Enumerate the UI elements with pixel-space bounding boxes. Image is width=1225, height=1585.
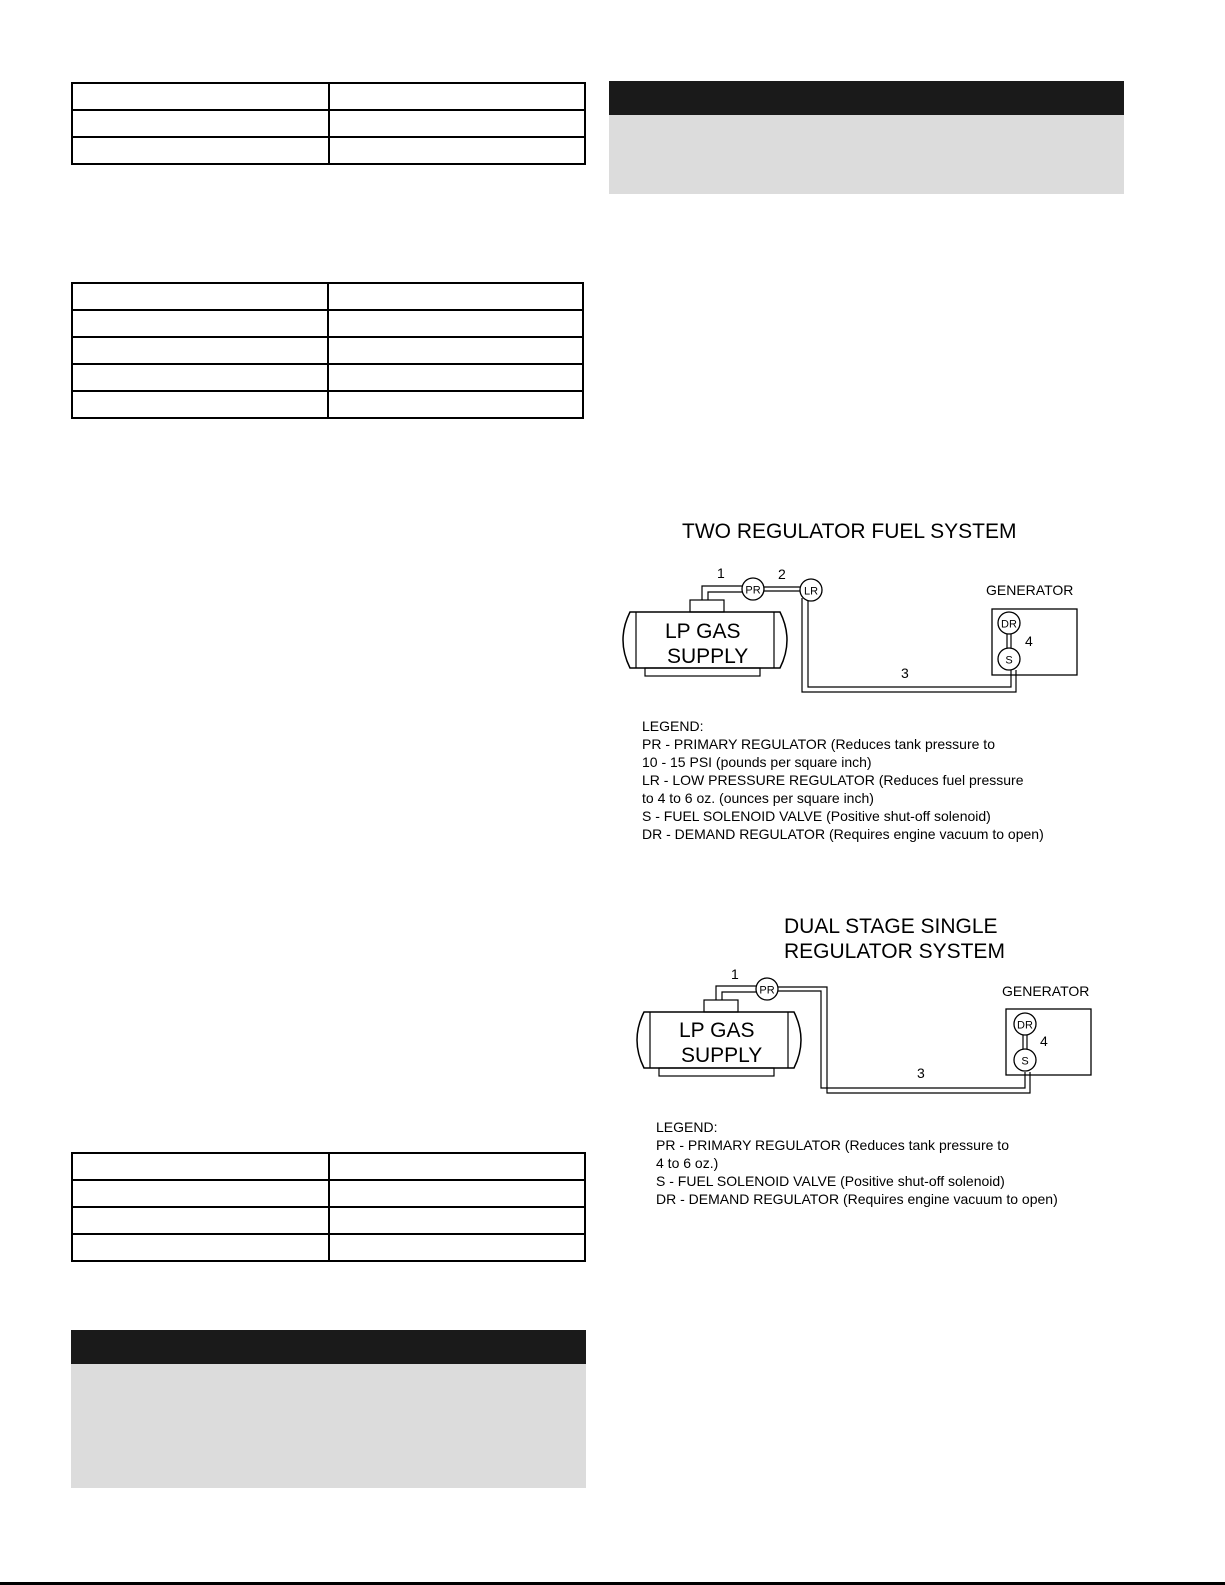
primary-regulator-label: PR	[759, 984, 775, 997]
table-row	[72, 110, 585, 137]
legend-line: PR - PRIMARY REGULATOR (Reduces tank pressure to	[656, 1137, 1009, 1153]
table-cell	[328, 310, 584, 337]
table-cell	[329, 1153, 586, 1180]
table-row	[72, 337, 583, 364]
demand-regulator-label: DR	[1001, 618, 1017, 631]
low-pressure-regulator-label: LR	[803, 585, 819, 598]
tank-label-line-2: SUPPLY	[681, 1044, 763, 1067]
table-cell	[72, 1153, 329, 1180]
legend	[656, 1119, 1058, 1207]
legend-line: 10 - 15 PSI (pounds per square inch)	[642, 754, 872, 770]
pipe-3-number: 3	[901, 665, 909, 681]
pipe-2	[764, 587, 800, 591]
notice-header-bar	[609, 81, 1124, 115]
pipe-1-number: 1	[717, 565, 725, 581]
table-row	[72, 364, 583, 391]
two-regulator-diagram	[623, 520, 1077, 842]
dual-stage-diagram	[637, 915, 1091, 1207]
table-3	[71, 1152, 586, 1262]
table-cell	[72, 310, 328, 337]
diagram-title: TWO REGULATOR FUEL SYSTEM	[682, 520, 1017, 543]
fuel-solenoid-valve-label: S	[1021, 1055, 1029, 1068]
table-row	[72, 137, 585, 164]
table-cell	[329, 1180, 586, 1207]
notice-box-top-right	[609, 81, 1124, 194]
table-cell	[328, 391, 584, 418]
table-cell	[72, 137, 329, 164]
tank-base	[659, 1068, 774, 1076]
tank-label-line-1: LP GAS	[679, 1019, 755, 1042]
generator-label: GENERATOR	[986, 582, 1074, 598]
diagram-title-line-2: REGULATOR SYSTEM	[784, 940, 1005, 963]
tank-base	[645, 668, 760, 676]
lp-gas-tank	[637, 1000, 801, 1076]
notice-header-bar	[71, 1330, 586, 1364]
table-cell	[72, 391, 328, 418]
fuel-solenoid-valve-label: S	[1005, 654, 1013, 667]
table-cell	[329, 110, 586, 137]
generator-number: 4	[1040, 1033, 1048, 1049]
table-cell	[72, 83, 329, 110]
table-cell	[329, 1207, 586, 1234]
legend-line: S - FUEL SOLENOID VALVE (Positive shut-off solenoid)	[656, 1173, 1005, 1189]
legend	[642, 718, 1044, 842]
regulator-link	[1007, 634, 1011, 648]
diagram-title-line-1: DUAL STAGE SINGLE	[784, 915, 998, 938]
legend-line: DR - DEMAND REGULATOR (Requires engine vacuum to open)	[656, 1191, 1058, 1207]
table-cell	[72, 283, 328, 310]
generator	[1002, 983, 1091, 1075]
table-cell	[329, 137, 586, 164]
pipe-1-number: 1	[731, 966, 739, 982]
notice-body	[71, 1364, 586, 1488]
pipe-3	[778, 987, 1030, 1093]
legend-line: LEGEND:	[656, 1119, 718, 1135]
demand-regulator-label: DR	[1017, 1019, 1033, 1032]
legend-line: 4 to 6 oz.)	[656, 1155, 719, 1171]
pipe-2-number: 2	[778, 566, 786, 582]
table-row	[72, 283, 583, 310]
table-cell	[72, 110, 329, 137]
table-cell	[328, 364, 584, 391]
table-cell	[328, 283, 584, 310]
notice-box-bottom-left	[71, 1330, 586, 1488]
table-row	[72, 310, 583, 337]
table-row	[72, 1180, 585, 1207]
legend-line: to 4 to 6 oz. (ounces per square inch)	[642, 790, 874, 806]
table-row	[72, 1153, 585, 1180]
tank-valve	[690, 600, 724, 612]
notice-body	[609, 115, 1124, 194]
pipe-3	[802, 598, 1016, 692]
legend-line: LEGEND:	[642, 718, 704, 734]
table-cell	[72, 337, 328, 364]
pipe-3-number: 3	[917, 1065, 925, 1081]
legend-line: DR - DEMAND REGULATOR (Requires engine vacuum to open)	[642, 826, 1044, 842]
table-cell	[72, 1234, 329, 1261]
tank-valve	[704, 1000, 738, 1012]
tank-label-line-2: SUPPLY	[667, 645, 749, 668]
regulator-link	[1023, 1035, 1027, 1049]
table-cell	[72, 364, 328, 391]
pipe-1	[702, 586, 742, 600]
table-cell	[328, 337, 584, 364]
table-1	[71, 82, 586, 165]
table-cell	[72, 1207, 329, 1234]
table-row	[72, 391, 583, 418]
generator-label: GENERATOR	[1002, 983, 1090, 999]
table-cell	[329, 1234, 586, 1261]
lp-gas-tank	[623, 600, 787, 676]
table-row	[72, 83, 585, 110]
tank-label-line-1: LP GAS	[665, 620, 741, 643]
legend-line: LR - LOW PRESSURE REGULATOR (Reduces fuel pressure	[642, 772, 1024, 788]
legend-line: PR - PRIMARY REGULATOR (Reduces tank pressure to	[642, 736, 995, 752]
table-row	[72, 1207, 585, 1234]
generator-number: 4	[1025, 633, 1033, 649]
legend-line: S - FUEL SOLENOID VALVE (Positive shut-off solenoid)	[642, 808, 991, 824]
primary-regulator-label: PR	[745, 584, 761, 597]
table-cell	[72, 1180, 329, 1207]
table-row	[72, 1234, 585, 1261]
generator	[986, 582, 1077, 675]
table-cell	[329, 83, 586, 110]
fuel-system-diagrams	[612, 500, 1212, 1230]
table-2	[71, 282, 584, 419]
pipe-1	[716, 986, 756, 1000]
